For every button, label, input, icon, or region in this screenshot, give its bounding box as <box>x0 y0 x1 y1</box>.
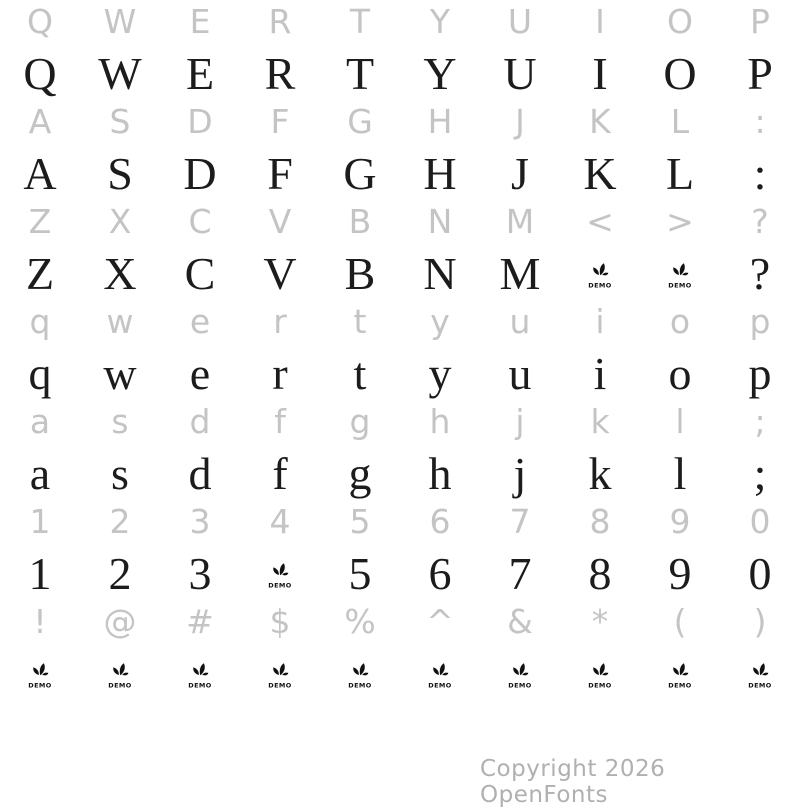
glyph-cell: O <box>663 48 697 99</box>
glyph-row <box>0 350 800 400</box>
glyph-cell: H <box>427 102 453 141</box>
glyph-cell <box>720 650 800 698</box>
glyph-cell: M <box>499 248 541 299</box>
glyph-cell: e <box>189 302 211 341</box>
demo-label: DEMO <box>108 681 132 689</box>
glyph-row <box>0 300 800 350</box>
glyph-cell: $ <box>269 602 291 641</box>
glyph-cell: a <box>29 402 51 441</box>
glyph-cell <box>560 250 640 298</box>
glyph-cell: l <box>673 448 687 499</box>
glyph-cell: ? <box>749 248 771 299</box>
glyph-cell: ? <box>751 202 769 241</box>
glyph-row <box>0 0 800 50</box>
demo-label: DEMO <box>28 681 52 689</box>
glyph-cell: I <box>595 2 605 41</box>
glyph-cell: 7 <box>508 548 532 599</box>
glyph-cell: 6 <box>428 548 452 599</box>
demo-ornament-icon <box>108 662 132 689</box>
demo-glyph <box>668 248 692 299</box>
glyph-cell: i <box>595 302 605 341</box>
demo-label: DEMO <box>748 681 772 689</box>
demo-ornament-icon <box>28 662 52 689</box>
glyph-cell: 3 <box>189 502 211 541</box>
glyph-row <box>0 250 800 300</box>
glyph-row <box>0 200 800 250</box>
glyph-cell: ) <box>753 602 767 641</box>
glyph-cell: 8 <box>589 502 611 541</box>
glyph-cell: s <box>111 402 129 441</box>
glyph-cell: g <box>348 448 372 499</box>
demo-glyph <box>428 648 452 699</box>
glyph-cell: C <box>188 202 212 241</box>
glyph-cell: Q <box>27 2 53 41</box>
glyph-cell: 2 <box>108 548 132 599</box>
glyph-cell: 4 <box>269 502 291 541</box>
demo-ornament-icon <box>268 662 292 689</box>
glyph-cell: d <box>188 448 212 499</box>
glyph-cell: L <box>665 148 695 199</box>
glyph-cell: 9 <box>669 502 691 541</box>
glyph-cell: f <box>274 402 286 441</box>
glyph-cell: Q <box>23 48 57 99</box>
glyph-cell: U <box>507 2 533 41</box>
glyph-cell: p <box>748 348 772 399</box>
glyph-cell: ( <box>673 602 687 641</box>
glyph-cell: L <box>670 102 690 141</box>
glyph-cell: y <box>428 348 452 399</box>
demo-glyph <box>188 648 212 699</box>
glyph-cell: : <box>753 148 767 199</box>
glyph-row <box>0 650 800 700</box>
glyph-cell: U <box>503 48 537 99</box>
glyph-cell: o <box>669 302 691 341</box>
glyph-cell: ^ <box>426 602 454 641</box>
glyph-cell: P <box>747 48 773 99</box>
demo-ornament-icon <box>588 262 612 289</box>
glyph-cell: D <box>187 102 213 141</box>
glyph-cell: 3 <box>188 548 212 599</box>
glyph-cell: A <box>28 102 52 141</box>
glyph-cell: C <box>184 248 216 299</box>
glyph-row <box>0 500 800 550</box>
demo-ornament-icon <box>508 662 532 689</box>
glyph-cell: 5 <box>349 502 371 541</box>
demo-glyph <box>28 648 52 699</box>
glyph-cell: 9 <box>668 548 692 599</box>
glyph-cell: Z <box>28 202 52 241</box>
glyph-cell: u <box>508 348 532 399</box>
glyph-cell: r <box>273 302 287 341</box>
glyph-cell: M <box>505 202 535 241</box>
glyph-cell: S <box>107 148 133 199</box>
glyph-cell <box>320 650 400 698</box>
glyph-cell: N <box>427 202 453 241</box>
glyph-cell: S <box>109 102 131 141</box>
glyph-cell: F <box>270 102 290 141</box>
glyph-cell <box>400 650 480 698</box>
glyph-cell <box>240 650 320 698</box>
glyph-cell: j <box>513 448 527 499</box>
demo-glyph <box>748 648 772 699</box>
glyph-cell: G <box>347 102 373 141</box>
glyph-cell: V <box>268 202 292 241</box>
glyph-cell: X <box>103 248 137 299</box>
glyph-cell: ! <box>33 602 47 641</box>
glyph-cell <box>240 550 320 598</box>
glyph-cell <box>0 650 80 698</box>
glyph-cell: N <box>423 248 457 299</box>
demo-label: DEMO <box>668 281 692 289</box>
glyph-cell <box>640 650 720 698</box>
demo-glyph <box>588 248 612 299</box>
glyph-row <box>0 50 800 100</box>
glyph-cell: p <box>749 302 771 341</box>
glyph-cell: % <box>344 602 376 641</box>
glyph-cell: T <box>349 2 371 41</box>
glyph-cell: u <box>509 302 531 341</box>
demo-ornament-icon <box>428 662 452 689</box>
demo-label: DEMO <box>188 681 212 689</box>
glyph-cell: K <box>583 148 617 199</box>
glyph-cell: D <box>183 148 217 199</box>
glyph-cell: h <box>429 402 451 441</box>
glyph-cell <box>80 650 160 698</box>
glyph-cell: k <box>590 402 610 441</box>
glyph-cell: B <box>344 248 376 299</box>
glyph-cell: q <box>28 348 52 399</box>
glyph-row <box>0 150 800 200</box>
demo-label: DEMO <box>588 681 612 689</box>
demo-glyph <box>348 648 372 699</box>
glyph-cell: : <box>754 102 766 141</box>
glyph-cell: < <box>586 202 614 241</box>
glyph-cell: ; <box>754 402 766 441</box>
glyph-cell: 1 <box>28 548 52 599</box>
glyph-cell: > <box>666 202 694 241</box>
glyph-cell: E <box>189 2 211 41</box>
demo-label: DEMO <box>508 681 532 689</box>
glyph-cell: r <box>272 348 288 399</box>
glyph-cell: R <box>264 48 296 99</box>
glyph-cell: 0 <box>749 502 771 541</box>
demo-ornament-icon <box>748 662 772 689</box>
glyph-cell: h <box>428 448 452 499</box>
glyph-cell: @ <box>103 602 137 641</box>
glyph-cell: B <box>348 202 372 241</box>
glyph-cell: e <box>189 348 211 399</box>
demo-ornament-icon <box>588 662 612 689</box>
glyph-cell: i <box>593 348 607 399</box>
demo-glyph <box>588 648 612 699</box>
glyph-cell: d <box>189 402 211 441</box>
glyph-cell: j <box>515 402 525 441</box>
glyph-cell: # <box>186 602 214 641</box>
copyright-text: Copyright 2026 OpenFonts <box>480 756 666 808</box>
glyph-cell: Y <box>423 48 457 99</box>
demo-glyph <box>268 648 292 699</box>
glyph-cell: W <box>103 2 137 41</box>
demo-ornament-icon <box>268 562 292 589</box>
glyph-cell: Z <box>25 248 55 299</box>
demo-glyph <box>108 648 132 699</box>
demo-ornament-icon <box>668 262 692 289</box>
glyph-cell: 7 <box>509 502 531 541</box>
glyph-cell: & <box>507 602 533 641</box>
glyph-cell: T <box>345 48 375 99</box>
glyph-cell: 5 <box>348 548 372 599</box>
glyph-cell: w <box>103 348 137 399</box>
demo-label: DEMO <box>268 681 292 689</box>
demo-glyph <box>268 548 292 599</box>
glyph-cell: H <box>423 148 457 199</box>
glyph-cell: E <box>185 48 215 99</box>
glyph-cell: s <box>111 448 129 499</box>
glyph-cell: * <box>591 602 609 641</box>
glyph-row <box>0 100 800 150</box>
glyph-cell: 0 <box>748 548 772 599</box>
glyph-cell: 6 <box>429 502 451 541</box>
glyph-cell: I <box>592 48 608 99</box>
demo-glyph <box>508 648 532 699</box>
glyph-cell: P <box>750 2 770 41</box>
glyph-row <box>0 400 800 450</box>
glyph-cell: l <box>675 402 685 441</box>
glyph-row <box>0 550 800 600</box>
glyph-cell: w <box>106 302 134 341</box>
glyph-cell: W <box>98 48 142 99</box>
glyph-cell: ; <box>753 448 767 499</box>
demo-ornament-icon <box>668 662 692 689</box>
glyph-cell: o <box>668 348 692 399</box>
glyph-cell: t <box>353 348 367 399</box>
glyph-cell <box>560 650 640 698</box>
glyph-cell: K <box>589 102 611 141</box>
demo-label: DEMO <box>348 681 372 689</box>
demo-label: DEMO <box>268 581 292 589</box>
glyph-cell: a <box>29 448 51 499</box>
demo-label: DEMO <box>668 681 692 689</box>
glyph-cell: 2 <box>109 502 131 541</box>
glyph-cell: G <box>343 148 377 199</box>
glyph-cell: R <box>268 2 292 41</box>
glyph-cell <box>480 650 560 698</box>
glyph-cell: Y <box>429 2 451 41</box>
glyph-cell: q <box>29 302 51 341</box>
glyph-cell: 1 <box>29 502 51 541</box>
glyph-cell <box>640 250 720 298</box>
glyph-cell: f <box>272 448 288 499</box>
glyph-cell: g <box>349 402 371 441</box>
demo-label: DEMO <box>588 281 612 289</box>
glyph-cell: O <box>667 2 693 41</box>
glyph-cell: J <box>511 148 529 199</box>
demo-ornament-icon <box>188 662 212 689</box>
glyph-cell: X <box>108 202 132 241</box>
glyph-cell: k <box>588 448 612 499</box>
glyph-cell: t <box>353 302 367 341</box>
glyph-cell: 8 <box>588 548 612 599</box>
glyph-cell: J <box>515 102 525 141</box>
glyph-cell: V <box>263 248 297 299</box>
glyph-cell: F <box>267 148 293 199</box>
glyph-cell: y <box>430 302 450 341</box>
glyph-row <box>0 600 800 650</box>
glyph-cell <box>160 650 240 698</box>
glyph-row <box>0 450 800 500</box>
demo-glyph <box>668 648 692 699</box>
demo-ornament-icon <box>348 662 372 689</box>
demo-label: DEMO <box>428 681 452 689</box>
glyph-cell: A <box>23 148 57 199</box>
